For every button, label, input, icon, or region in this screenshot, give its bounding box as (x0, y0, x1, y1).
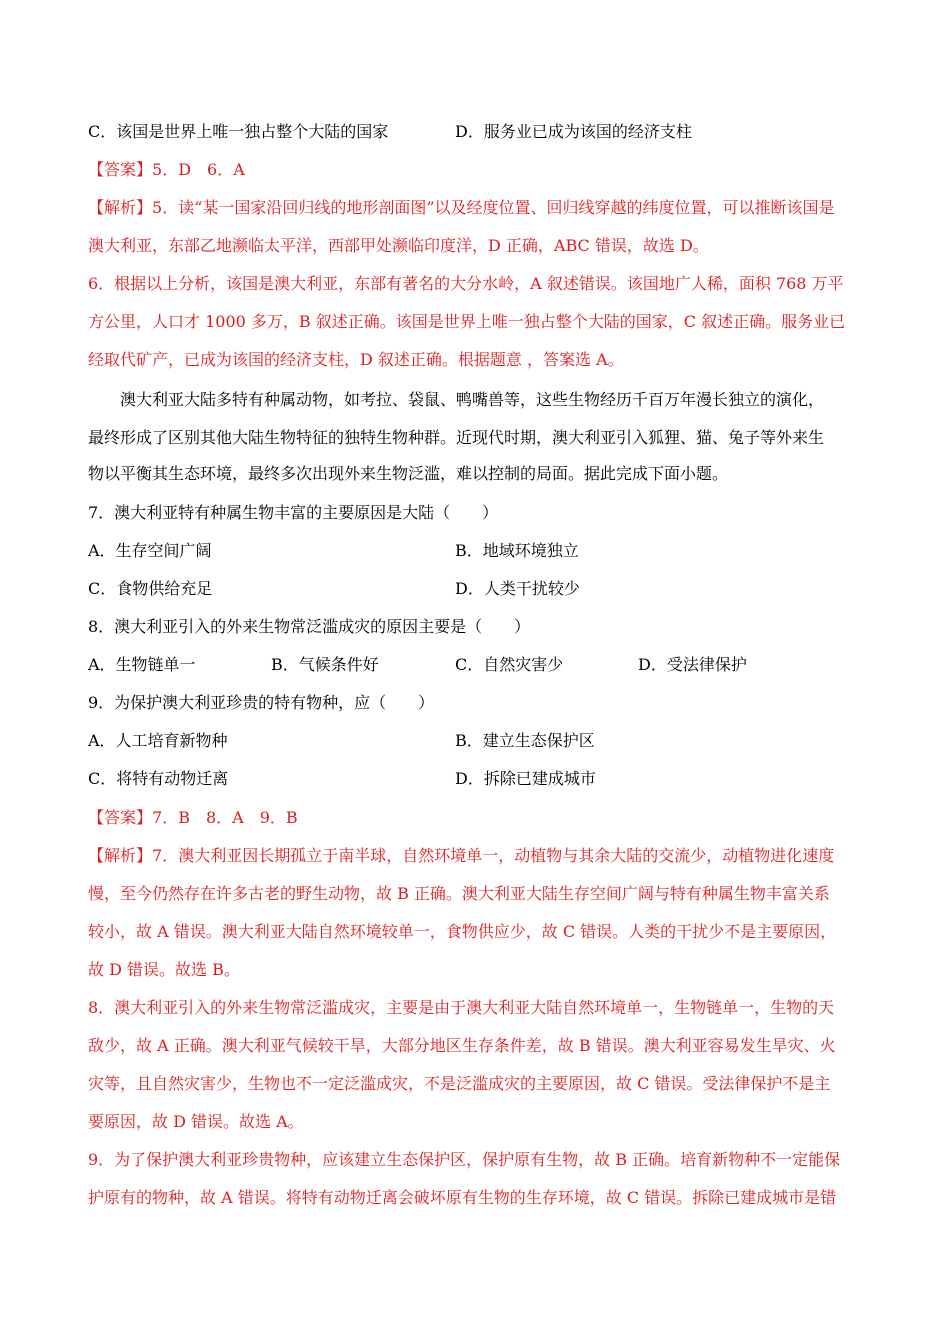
q9-option-c: C．将特有动物迁离 (88, 769, 229, 788)
answer-5-6 (88, 160, 245, 180)
answer-label: 【答案】 (88, 808, 153, 827)
q7-option-c: C．食物供给充足 (88, 579, 213, 598)
answer-text: 5．D 6．A (152, 160, 245, 179)
analysis-8-line-1: 8．澳大利亚引入的外来生物常泛滥成灾，主要是由于澳大利亚大陆自然环境单一，生物链单一，生物的天 (88, 998, 835, 1017)
q6-option-c: C．该国是世界上唯一独占整个大陆的国家 (88, 122, 389, 141)
q8-option-b: B．气候条件好 (271, 655, 379, 674)
answer-text: 7．B 8．A 9．B (152, 808, 298, 827)
q9-option-b: B．建立生态保护区 (455, 731, 595, 750)
analysis-text: 5．读“某一国家沿回归线的地形剖面图”以及经度位置、回归线穿越的纬度位置，可以推断该国是 (152, 198, 835, 217)
answer-label: 【答案】 (88, 160, 153, 179)
analysis-8-line-3: 灾等，且自然灾害少，生物也不一定泛滥成灾，不是泛滥成灾的主要原因，故 C 错误。受法律保护不是主 (88, 1074, 831, 1093)
analysis-9-line-1: 9．为了保护澳大利亚珍贵物种，应该建立生态保护区，保护原有生物，故 B 正确。培育新物种不一定能保 (88, 1150, 841, 1169)
analysis-6-line-3: 经取代矿产，已成为该国的经济支柱，D 叙述正确。根据题意 ，答案选 A。 (88, 350, 624, 369)
analysis-7-line-3: 较小，故 A 错误。澳大利亚大陆自然环境较单一，食物供应少，故 C 错误。人类的干扰少不是主要原因， (88, 922, 837, 941)
q7-option-a: A．生存空间广阔 (88, 541, 212, 560)
analysis-5-line-1 (88, 198, 835, 218)
analysis-7-line-4: 故 D 错误。故选 B。 (88, 960, 240, 979)
analysis-8-line-2: 敌少，故 A 正确。澳大利亚气候较干旱，大部分地区生存条件差，故 B 错误。澳大利亚容易发生旱灾、火 (88, 1036, 836, 1055)
q7-option-b: B．地域环境独立 (455, 541, 579, 560)
analysis-label: 【解析】 (88, 198, 153, 217)
q7-option-d: D．人类干扰较少 (455, 579, 580, 598)
q9-stem: 9．为保护澳大利亚珍贵的特有物种，应（ ） (88, 693, 435, 712)
analysis-6-line-1: 6．根据以上分析，该国是澳大利亚，东部有著名的大分水岭，A 叙述错误。该国地广人稀，面积 768 万平 (88, 274, 844, 293)
q7-stem: 7．澳大利亚特有种属生物丰富的主要原因是大陆（ ） (88, 503, 499, 522)
q8-stem: 8．澳大利亚引入的外来生物常泛滥成灾的原因主要是（ ） (88, 617, 531, 636)
q6-option-d: D．服务业已成为该国的经济支柱 (455, 122, 692, 141)
q8-option-c: C．自然灾害少 (455, 655, 564, 674)
passage-line-3: 物以平衡其生态环境，最终多次出现外来生物泛滥，难以控制的局面。据此完成下面小题。 (88, 464, 729, 483)
analysis-5-line-2: 澳大利亚，东部乙地濒临太平洋，西部甲处濒临印度洋，D 正确，ABC 错误，故选 D。 (88, 236, 709, 255)
analysis-7-line-2: 慢，至今仍然存在许多古老的野生动物，故 B 正确。澳大利亚大陆生存空间广阔与特有种属生物丰富关系 (88, 884, 830, 903)
analysis-8-line-4: 要原因，故 D 错误。故选 A。 (88, 1112, 304, 1131)
q8-option-d: D．受法律保护 (638, 655, 747, 674)
analysis-text: 7．澳大利亚因长期孤立于南半球，自然环境单一，动植物与其余大陆的交流少，动植物进化速度 (152, 846, 835, 865)
analysis-6-line-2: 方公里，人口才 1000 多万，B 叙述正确。该国是世界上唯一独占整个大陆的国家，C 叙述正确。服务业已 (88, 312, 846, 331)
analysis-9-line-2: 护原有的物种，故 A 错误。将特有动物迁离会破坏原有生物的生存环境，故 C 错误。拆除已建成城市是错 (88, 1188, 837, 1207)
analysis-label: 【解析】 (88, 846, 153, 865)
answer-7-9 (88, 808, 298, 828)
passage-line-1: 澳大利亚大陆多特有种属动物，如考拉、袋鼠、鸭嘴兽等，这些生物经历千百万年漫长独立的演化， (120, 390, 825, 409)
q8-option-a: A．生物链单一 (88, 655, 196, 674)
q9-option-d: D．拆除已建成城市 (455, 769, 596, 788)
q9-option-a: A．人工培育新物种 (88, 731, 228, 750)
passage-line-2: 最终形成了区别其他大陆生物特征的独特生物种群。近现代时期，澳大利亚引入狐狸、猫、兔子等外来生 (88, 428, 825, 447)
analysis-7-line-1 (88, 846, 834, 866)
